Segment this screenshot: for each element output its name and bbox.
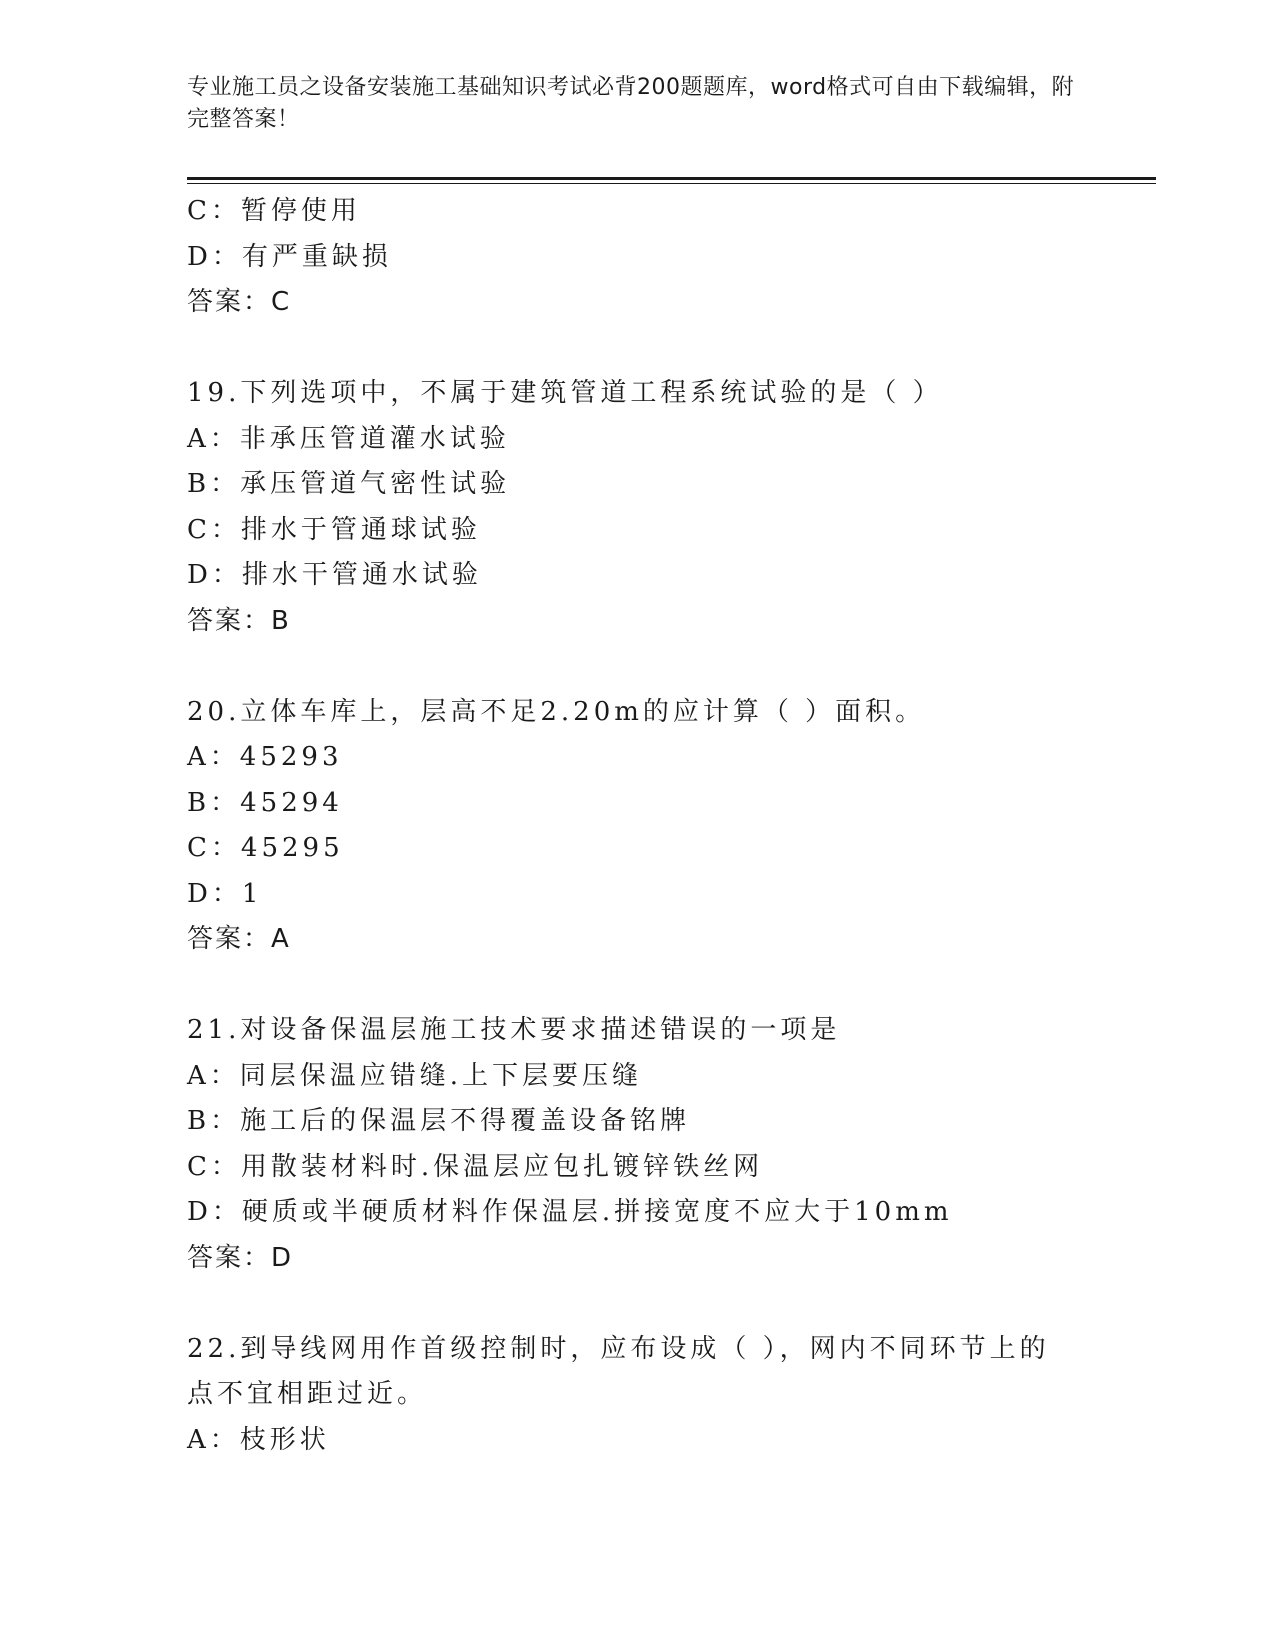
option-d xyxy=(187,1190,1087,1236)
option-text: 用散装材料时.保温层应包扎镀锌铁丝网 xyxy=(240,1151,764,1182)
question-block-18 xyxy=(187,189,1087,326)
question-stem: 20.立体车库上，层高不足2.20m的应计算（ ）面积。 xyxy=(187,696,926,727)
option-key: D： xyxy=(187,1197,242,1227)
option-key: A： xyxy=(187,423,240,454)
option-key: C： xyxy=(187,833,241,863)
question-block-21 xyxy=(187,1008,1087,1281)
option-a xyxy=(187,417,1087,463)
option-text: 同层保温应错缝.上下层要压缝 xyxy=(239,1060,643,1091)
option-key: A： xyxy=(187,742,240,772)
header-text: 专业施工员之设备安装施工基础知识考试必背200题题库，word格式可自由下载编辑，附完整答案！ xyxy=(187,75,1075,132)
spacer xyxy=(187,326,1087,372)
answer-line: 答案：D xyxy=(187,1242,294,1273)
option-key: C： xyxy=(187,196,241,226)
option-d xyxy=(187,235,1087,281)
option-key: B： xyxy=(187,787,241,818)
question-stem: 19.下列选项中，不属于建筑管道工程系统试验的是（ ） xyxy=(187,378,943,408)
option-key: D： xyxy=(187,241,242,272)
option-key: D： xyxy=(187,878,242,909)
spacer xyxy=(187,963,1087,1009)
option-a xyxy=(187,735,1087,781)
option-text: 1 xyxy=(241,878,263,909)
option-text: 有严重缺损 xyxy=(241,241,392,272)
answer-line: 答案：B xyxy=(187,605,291,636)
option-b xyxy=(187,781,1087,827)
option-key: A： xyxy=(187,1060,240,1091)
question-list xyxy=(187,189,1087,1463)
question-block-20 xyxy=(187,690,1087,963)
answer-line: 答案：C xyxy=(187,287,292,317)
option-key: C： xyxy=(187,1151,241,1182)
option-b xyxy=(187,1099,1087,1145)
spacer xyxy=(187,644,1087,690)
header-divider-thin xyxy=(187,183,1156,184)
answer-line: 答案：A xyxy=(187,924,291,954)
option-text: 承压管道气密性试验 xyxy=(240,469,511,499)
question-stem: 21.对设备保温层施工技术要求描述错误的一项是 xyxy=(187,1015,841,1045)
option-text: 暂停使用 xyxy=(240,196,361,226)
option-key: A： xyxy=(187,1424,240,1455)
option-text: 排水干管通水试验 xyxy=(241,560,482,590)
option-key: D： xyxy=(187,560,242,590)
option-key: B： xyxy=(187,469,241,499)
option-text: 施工后的保温层不得覆盖设备铭牌 xyxy=(240,1106,691,1136)
option-text: 非承压管道灌水试验 xyxy=(239,423,510,454)
option-text: 45293 xyxy=(239,742,343,772)
option-c xyxy=(187,826,1087,872)
question-block-19 xyxy=(187,371,1087,644)
option-key: C： xyxy=(187,514,241,545)
option-text: 硬质或半硬质材料作保温层.拼接宽度不应大于10mm xyxy=(241,1197,953,1227)
question-block-22 xyxy=(187,1327,1087,1464)
option-text: 45295 xyxy=(240,833,344,863)
option-a xyxy=(187,1054,1087,1100)
document-header xyxy=(187,72,1087,136)
option-text: 枝形状 xyxy=(239,1424,330,1455)
spacer xyxy=(187,1281,1087,1327)
option-text: 45294 xyxy=(240,787,343,818)
option-key: B： xyxy=(187,1106,241,1136)
option-c xyxy=(187,189,1087,235)
option-c xyxy=(187,1145,1087,1191)
option-c xyxy=(187,508,1087,554)
option-b xyxy=(187,462,1087,508)
option-d xyxy=(187,553,1087,599)
header-divider-thick xyxy=(187,177,1156,180)
option-text: 排水于管通球试验 xyxy=(240,514,481,545)
option-a xyxy=(187,1418,1087,1464)
question-stem: 22.到导线网用作首级控制时，应布设成（ ），网内不同环节上的点不宜相距过近。 xyxy=(187,1333,1050,1409)
option-d xyxy=(187,872,1087,918)
